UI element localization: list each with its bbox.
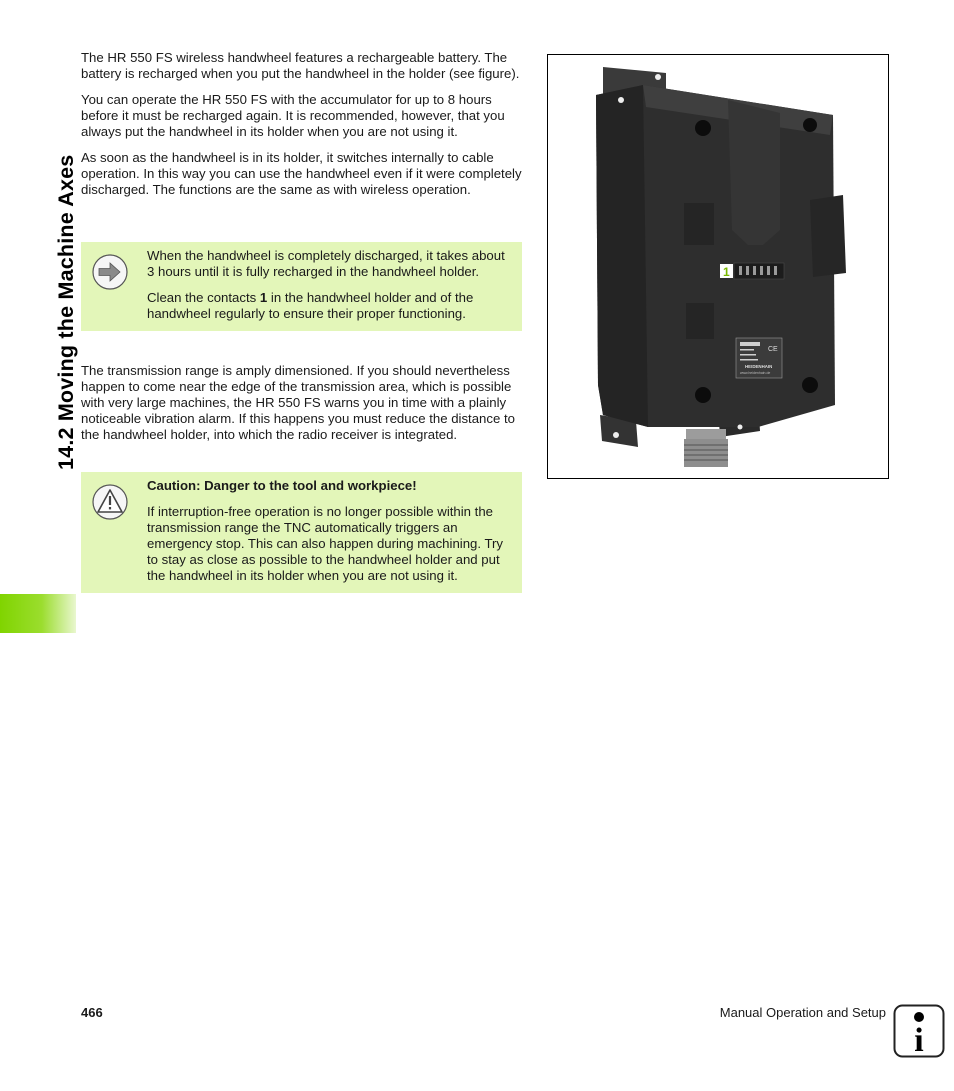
paragraph-battery: The HR 550 FS wireless handwheel features a rechargeable battery. The battery is recharged when you put the handwheel in the holder (see figure). bbox=[81, 50, 520, 81]
transmission-text bbox=[81, 363, 525, 443]
website-label: www.heidenhain.de bbox=[740, 371, 771, 375]
info-icon bbox=[893, 1004, 945, 1058]
handwheel-holder-image bbox=[548, 55, 888, 478]
note-text-part: Clean the contacts bbox=[147, 290, 260, 305]
handwheel-holder-figure bbox=[547, 54, 889, 479]
note-box-recharge bbox=[81, 242, 522, 331]
footer-section-title: Manual Operation and Setup bbox=[719, 1005, 886, 1020]
note-recharge-time: When the handwheel is completely discharged, it takes about 3 hours until it is fully recharged in the handwheel holder. bbox=[147, 248, 505, 279]
paragraph-operation-time: You can operate the HR 550 FS with the accumulator for up to 8 hours before it must be recharged again. It is recommended, however, that you always put the handwheel in its holder when you are not using it. bbox=[81, 92, 505, 139]
info-glyph: i bbox=[914, 1022, 924, 1058]
intro-text bbox=[81, 50, 525, 208]
arrow-right-icon bbox=[91, 253, 129, 291]
chapter-tab-marker bbox=[0, 594, 76, 633]
note-clean-contacts bbox=[147, 290, 510, 322]
paragraph-cable-operation: As soon as the handwheel is in its holder, it switches internally to cable operation. In this way you can use the handwheel even if it were completely discharged. The functions are the same as with wireless operation. bbox=[81, 150, 522, 197]
callout-1: 1 bbox=[723, 265, 730, 279]
note-box-caution bbox=[81, 472, 522, 593]
caution-heading: Caution: Danger to the tool and workpiece! bbox=[147, 478, 417, 493]
ce-mark: CE bbox=[768, 346, 778, 353]
caution-body: If interruption-free operation is no longer possible within the transmission range the TNC automatically triggers an emergency stop. This can also happen during machining. Try to stay as close as possible to the handwheel holder and put the handwheel in its holder when you are not using it. bbox=[147, 504, 504, 583]
contact-reference: 1 bbox=[259, 290, 268, 305]
brand-label: HEIDENHAIN bbox=[745, 364, 773, 369]
note-text-part: in the handwheel holder and of the handwheel regularly to ensure their proper functioning. bbox=[147, 290, 474, 321]
paragraph-transmission-range: The transmission range is amply dimensioned. If you should nevertheless happen to come near the edge of the transmission area, which is possible with very large machines, the HR 550 FS warns you in time with a plainly noticeable vibration alarm. If this happens you must reduce the distance to the handwheel holder, into which the radio receiver is integrated. bbox=[81, 363, 515, 442]
chapter-side-title: 14.2 Moving the Machine Axes bbox=[54, 154, 78, 470]
page-number: 466 bbox=[81, 1005, 103, 1020]
warning-triangle-icon bbox=[91, 483, 129, 521]
